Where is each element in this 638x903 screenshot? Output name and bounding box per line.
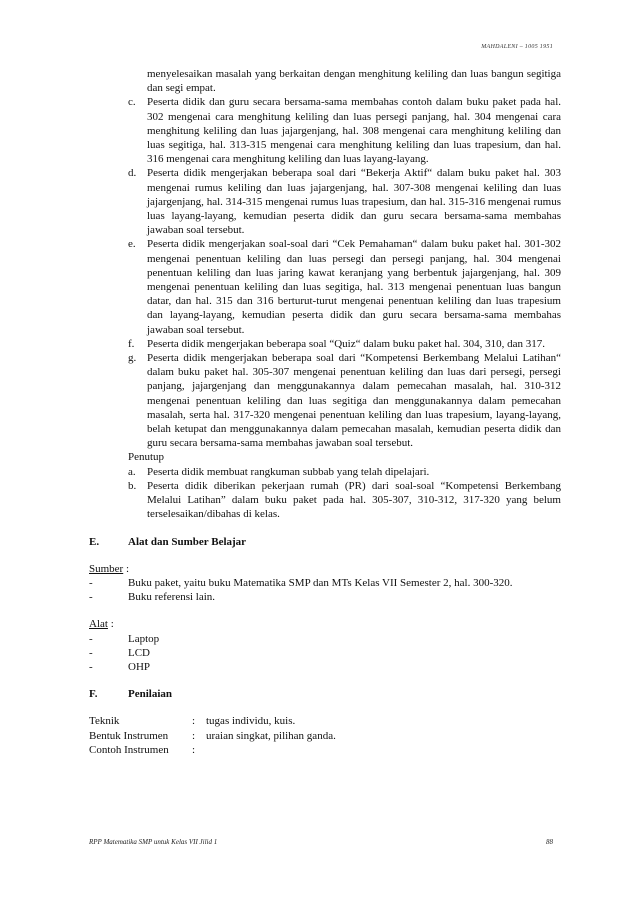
penilaian-value: tugas individu, kuis.: [206, 715, 296, 728]
item-text: Peserta didik membuat rangkuman subbab yang telah dipelajari.: [147, 465, 430, 478]
item-text: Peserta didik mengerjakan soal-soal dari “Cek Pemahaman“ dalam buku paket hal. 301-302 mengenai penentuan keliling dan luas persegi dan persegi panjang, hal. 304 mengenai penentuan keliling dan luas jaring kawat keranjang yang berbentuk jajargenjang, hal. 309 mengenai penentuan keliling dan luas segitiga, hal. 313 mengenai penentuan luas bangun datar, dan hal. 315 dan 316 berturut-turut mengenai penentuan keliling dan luas trapesium dan layang-layang, kemudian peserta didik dan guru secara bersama-sama membahas jawaban soal tersebut.: [147, 238, 561, 336]
item-label: d.: [128, 167, 137, 180]
penilaian-row: [89, 743, 561, 757]
activity-item-d: [128, 166, 561, 237]
penilaian-key: Contoh Instrumen: [89, 743, 169, 756]
alat-colon: :: [107, 618, 114, 631]
item-label: f.: [128, 337, 135, 350]
alat-label: [89, 617, 561, 631]
item-text: Peserta didik dan guru secara bersama-sama membahas contoh dalam buku paket pada hal. 302 mengenai cara menghitung keliling dan luas persegi panjang, hal. 304 mengenai cara menghitung keliling dan luas jajargenjang, hal. 308 mengenai cara menghitung keliling dan luas segitiga, hal. 313-315 mengenai cara menghitung keliling dan luas trapesium, dan hal. 316 mengenai cara menghitung keliling dan luas layang-layang.: [147, 96, 561, 166]
sumber-label-text: Sumber: [89, 562, 124, 575]
activity-item-c: [128, 95, 561, 166]
alat-label-text: Alat: [89, 618, 108, 631]
penilaian-colon: :: [192, 729, 196, 742]
sumber-item: [89, 576, 561, 590]
bullet: -: [89, 591, 93, 604]
alat-item-text: Laptop: [128, 632, 160, 645]
item-label: e.: [128, 238, 136, 251]
sumber-colon: :: [123, 562, 130, 575]
sumber-item-text: Buku referensi lain.: [128, 591, 216, 604]
penilaian-colon: :: [192, 743, 196, 756]
section-f-heading: [89, 687, 561, 701]
sumber-item: [89, 590, 561, 604]
penilaian-key: Teknik: [89, 715, 120, 728]
section-letter: F.: [89, 688, 98, 701]
penilaian-value: uraian singkat, pilihan ganda.: [206, 729, 336, 742]
item-text: Peserta didik diberikan pekerjaan rumah (PR) dari soal-soal “Kompetensi Berkembang Melalui Latihan” dalam buku paket pada hal. 305-307, 310-312, 317-320 yang belum terselesaikan/dibahas di kelas.: [147, 479, 561, 521]
item-label: a.: [128, 465, 136, 478]
running-head: MAHDALENI – 1005 1951: [481, 44, 553, 50]
item-label: c.: [128, 96, 136, 109]
sumber-label: [89, 562, 561, 576]
alat-item: [89, 646, 561, 660]
alat-item-text: LCD: [128, 646, 150, 659]
penutup-item-a: [128, 465, 561, 479]
page-number: 88: [546, 838, 553, 846]
section-letter: E.: [89, 535, 100, 548]
alat-item: [89, 632, 561, 646]
penilaian-row: [89, 729, 561, 743]
penutup-title: Penutup: [128, 451, 165, 464]
continued-paragraph: menyelesaikan masalah yang berkaitan dengan menghitung keliling dan luas bangun segitiga dan segi empat.: [147, 68, 561, 95]
bullet: -: [89, 646, 93, 659]
section-title: Penilaian: [128, 688, 173, 701]
item-label: g.: [128, 352, 137, 365]
activity-item-g: [128, 351, 561, 450]
bullet: -: [89, 660, 93, 673]
item-label: b.: [128, 479, 137, 492]
section-e-heading: [89, 535, 561, 549]
penutup-item-b: [128, 479, 561, 522]
page-body: [89, 67, 561, 757]
page-footer: [89, 838, 553, 846]
activity-item-f: [128, 337, 561, 351]
bullet: -: [89, 576, 93, 589]
penilaian-row: [89, 714, 561, 728]
item-text: Peserta didik mengerjakan beberapa soal dari “Bekerja Aktif“ dalam buku paket hal. 303 mengenai rumus keliling dan luas jajargenjang, hal. 307-308 mengenai keliling dan luas jajargenjang, hal. 314-315 mengenai rumus luas trapesium, dan hal. 315-316 mengenai rumus luas layang-layang, kemudian peserta didik dan guru secara bersama-sama membahas jawaban soal tersebut.: [147, 167, 561, 237]
alat-item-text: OHP: [128, 660, 151, 673]
activity-item-e: [128, 237, 561, 336]
item-text: Peserta didik mengerjakan beberapa soal dari “Kompetensi Berkembang Melalui Latihan“ dalam buku paket hal. 305-307 mengenai penentuan keliling dan luas dari persegi, persegi panjang, jajargenjang dan menggunakannya dalam pemecahan masalah, hal. 310-312 mengenai penentuan keliling dan luas segitiga dan menggunakannya dalam pemecahan masalah, serta hal. 317-320 mengenai penentuan keliling dan luas trapesium, layang-layang, belah ketupat dan menggunakannya dalam pemecahan masalah, kemudian peserta didik dan guru secara bersama-sama membahas jawaban soal tersebut.: [147, 352, 561, 450]
bullet: -: [89, 632, 93, 645]
sumber-item-text: Buku paket, yaitu buku Matematika SMP dan MTs Kelas VII Semester 2, hal. 300-320.: [128, 576, 513, 589]
penilaian-colon: :: [192, 715, 196, 728]
alat-item: [89, 660, 561, 674]
section-title: Alat dan Sumber Belajar: [128, 535, 247, 548]
item-text: Peserta didik mengerjakan beberapa soal “Quiz“ dalam buku paket hal. 304, 310, dan 317.: [147, 337, 546, 350]
penilaian-key: Bentuk Instrumen: [89, 729, 169, 742]
footer-book-title: RPP Matematika SMP untuk Kelas VII Jilid 1: [89, 838, 218, 846]
